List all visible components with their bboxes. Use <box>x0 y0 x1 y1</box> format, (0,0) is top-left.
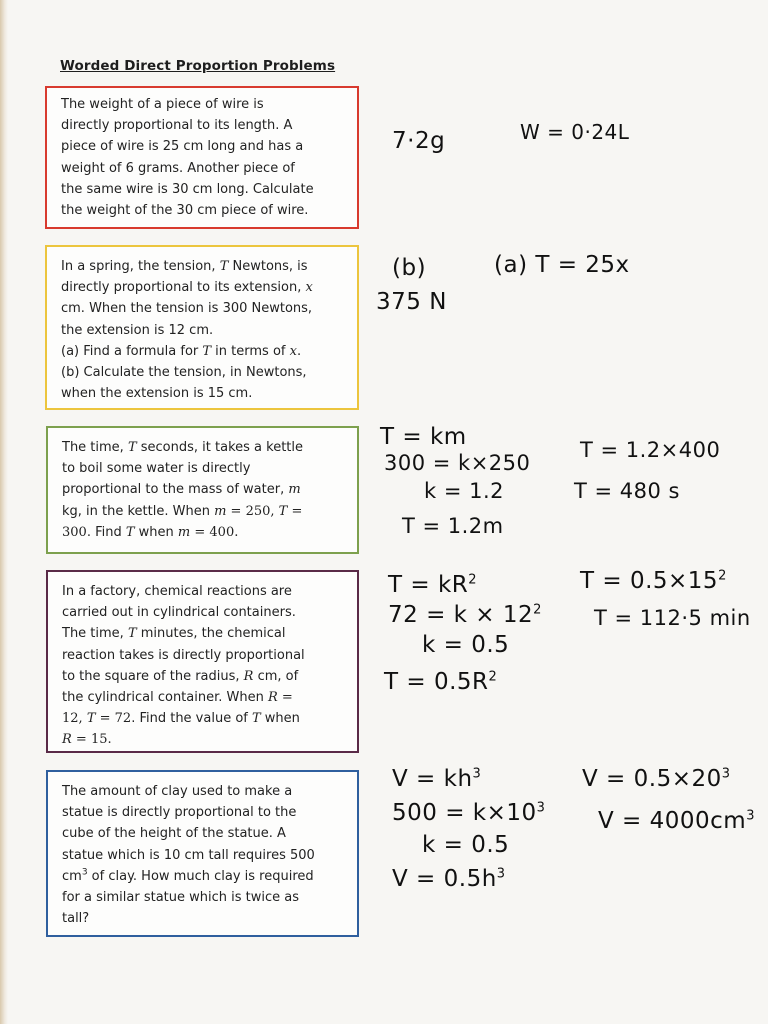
question-line: to the square of the radius, R cm, of <box>62 668 299 684</box>
question-box-4 <box>46 570 359 753</box>
handwritten-working-q3: T = 1.2m <box>402 514 504 538</box>
question-line: R = 15. <box>62 732 112 748</box>
question-line: The time, T minutes, the chemical <box>62 626 286 642</box>
handwritten-part-a-q2: (a) T = 25x <box>494 252 630 278</box>
question-line: cm. When the tension is 300 Newtons, <box>61 301 313 317</box>
question-line: The amount of clay used to make a <box>62 784 293 799</box>
question-line: the same wire is 30 cm long. Calculate <box>61 181 314 197</box>
page-edge-shadow <box>0 0 8 1024</box>
handwritten-formula-q1: W = 0·24L <box>520 120 630 144</box>
question-box-2 <box>45 245 359 410</box>
handwritten-answer-b-q2: 375 N <box>376 289 447 315</box>
question-line: to boil some water is directly <box>62 461 251 477</box>
handwritten-answer-q1: 7·2g <box>392 128 446 154</box>
handwritten-working-q3: T = 1.2×400 <box>580 438 721 462</box>
question-line: $cm^3$ of clay. How much clay is required <box>62 867 314 884</box>
question-line: In a spring, the tension, T Newtons, is <box>61 259 308 274</box>
worksheet-title: Worded Direct Proportion Problems <box>60 58 336 74</box>
question-line: cube of the height of the statue. A <box>62 826 286 842</box>
handwritten-working-q4: $T = kR^2$ <box>388 572 478 598</box>
question-line: the weight of the 30 cm piece of wire. <box>61 203 309 219</box>
question-line: The weight of a piece of wire is <box>61 97 264 112</box>
question-box-1 <box>45 86 359 229</box>
question-box-5 <box>46 770 359 937</box>
handwritten-working-q4: $72 = k \times 12^2$ <box>388 602 542 628</box>
question-line: for a similar statue which is twice as <box>62 890 300 906</box>
question-line: tall? <box>62 911 90 927</box>
handwritten-working-q3: 300 = k×250 <box>384 451 531 475</box>
question-line: proportional to the mass of water, m <box>62 482 301 498</box>
question-line: reaction takes is directly proportional <box>62 647 305 663</box>
question-line: directly proportional to its extension, x <box>61 280 313 296</box>
question-line: when the extension is 15 cm. <box>61 386 253 402</box>
question-line: 300. Find T when m = 400. <box>62 524 239 540</box>
handwritten-answer-q5: $V = 4000cm^3$ <box>598 808 755 834</box>
question-line: weight of 6 grams. Another piece of <box>61 160 295 176</box>
question-line: the cylindrical container. When R = <box>62 690 293 706</box>
handwritten-answer-q4: T = 112·5 min <box>594 606 751 630</box>
handwritten-working-q5: k = 0.5 <box>422 832 510 858</box>
question-line: statue is directly proportional to the <box>62 805 297 821</box>
question-line: 12, T = 72. Find the value of T when <box>62 711 300 727</box>
question-line: carried out in cylindrical containers. <box>62 605 296 621</box>
handwritten-working-q3: k = 1.2 <box>424 479 505 503</box>
question-line: kg, in the kettle. When m = 250, T = <box>62 503 303 519</box>
handwritten-working-q4: k = 0.5 <box>422 632 510 658</box>
question-line: piece of wire is 25 cm long and has a <box>61 139 304 155</box>
question-line: statue which is 10 cm tall requires 500 <box>62 847 315 863</box>
handwritten-part-b-label-q2: (b) <box>392 255 427 281</box>
handwritten-working-q5: $500 = k\times 10^3$ <box>392 800 546 826</box>
handwritten-working-q5: $V = 0.5\times 20^3$ <box>582 766 731 792</box>
handwritten-working-q4: $T = 0.5\times 15^2$ <box>580 568 727 594</box>
handwritten-working-q5: $V = 0.5h^3$ <box>392 866 506 892</box>
question-line: (a) Find a formula for T in terms of x. <box>61 343 302 359</box>
handwritten-working-q5: $V = kh^3$ <box>392 766 482 792</box>
handwritten-answer-q3: T = 480 s <box>574 479 680 503</box>
question-line: In a factory, chemical reactions are <box>62 584 292 599</box>
handwritten-working-q4: $T = 0.5R^2$ <box>384 669 498 695</box>
question-line: (b) Calculate the tension, in Newtons, <box>61 365 307 381</box>
question-line: the extension is 12 cm. <box>61 322 214 338</box>
question-line: directly proportional to its length. A <box>61 118 293 134</box>
question-line: The time, T seconds, it takes a kettle <box>62 440 303 455</box>
handwritten-working-q3: T = km <box>380 424 467 450</box>
question-box-3 <box>46 426 359 554</box>
